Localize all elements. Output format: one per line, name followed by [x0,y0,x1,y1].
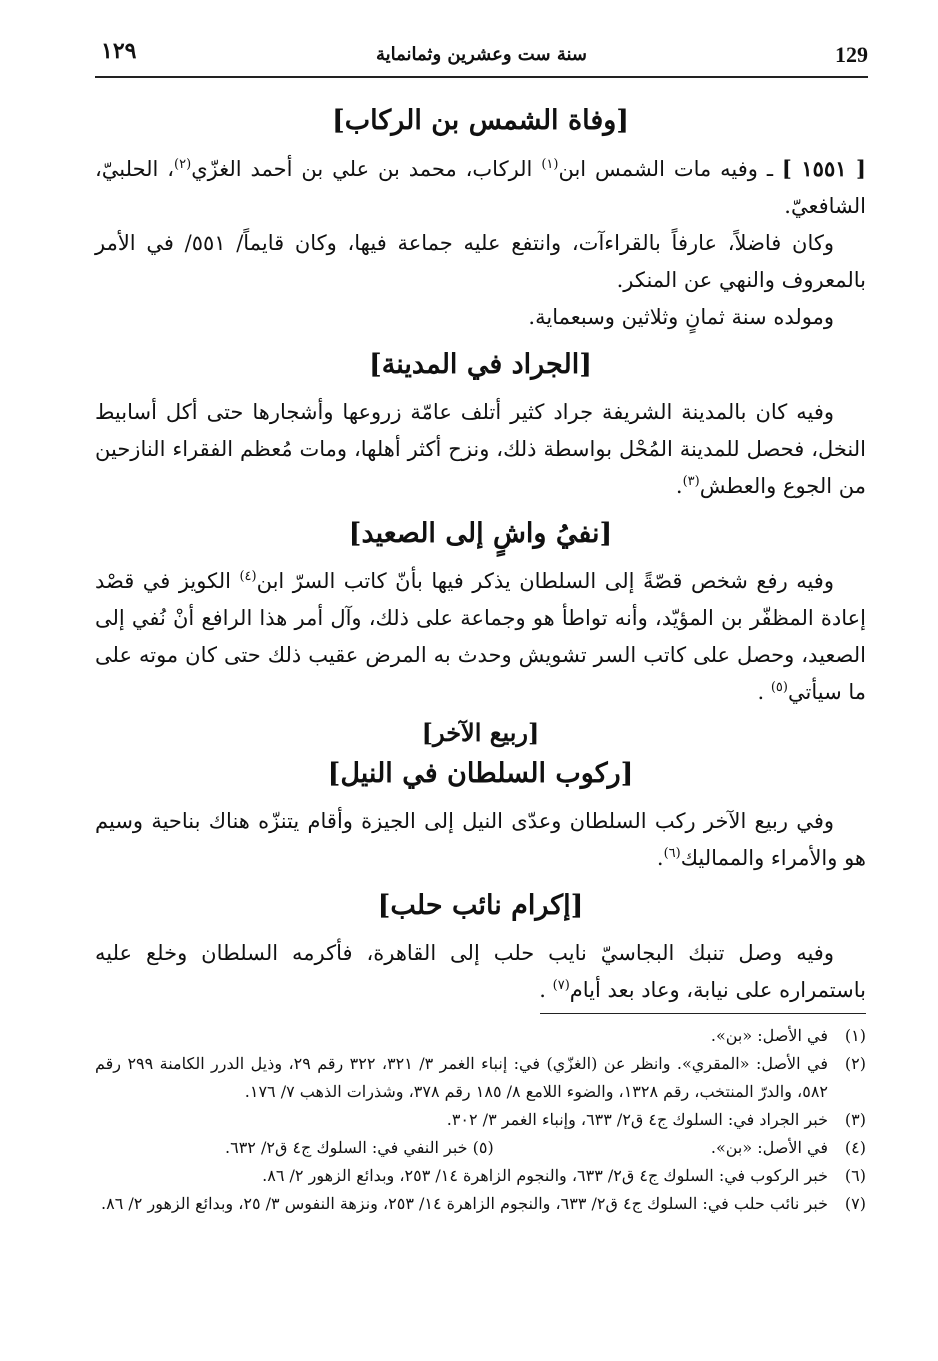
paragraph-locusts [95,394,866,505]
page-number-arabic: ١٢٩ [101,38,137,64]
paragraph-virtues: وكان فاضلاً، عارفاً بالقراءآت، وانتفع عليه جماعة فيها، وكان قايماً/ ٥٥١/ في الأمر بالمعروف والنهي عن المنكر. [95,231,866,292]
text-run: . [539,978,553,1002]
footnote-7 [95,1190,866,1218]
footnote-4-text: في الأصل: «بن». [710,1138,828,1157]
footnote-number: (٧) [844,1194,866,1213]
text-run: وفيه وصل تنبك البجاسيّ نايب حلب إلى القاهرة، فأكرمه السلطان وخلع عليه باستمراره على نيابة، وعاد بعد أيام [95,941,866,1002]
paragraph-exile [95,563,866,711]
footnote-ref-2: (٢) [174,157,192,172]
footnote-ref-7: (٧) [552,978,570,993]
footnote-ref-5: (٥) [770,680,788,695]
paragraph-sultan-nile [95,803,866,877]
text-run: وفيه رفع شخص قصّةً إلى السلطان يذكر فيها بأنّ كاتب السرّ ابن [256,569,834,593]
running-header [95,38,868,74]
footnote-2 [95,1050,866,1106]
text-run: وفي ربيع الآخر ركب السلطان وعدّى النيل إلى الجيزة وأقام يتنزّه هناك بناحية وسيم هو والأمراء والمماليك [95,809,866,870]
footnote-divider [540,1013,866,1014]
month-heading: [ربيع الآخر] [421,718,540,747]
main-text [95,92,866,1009]
section-title-death-shams: [وفاة الشمس بن الركاب] [331,105,630,136]
section-title-locusts: [الجراد في المدينة] [369,349,592,380]
footnote-3 [95,1106,866,1134]
footnote-text: خبر الجراد في: السلوك ج٤ ق٢/ ٦٣٣، وإنباء الغمر ٣/ ٣٠٢. [446,1110,828,1129]
text-run: . [656,846,664,870]
paragraph-birth: ومولده سنة ثمانٍ وثلاثين وسبعماية. [528,305,834,329]
footnote-ref-3: (٣) [682,474,700,489]
paragraph-entry-1551 [95,150,866,225]
footnote-ref-1: (١) [541,157,559,172]
footnote-6 [95,1162,866,1190]
footnote-number: (٤) [844,1138,866,1157]
footnote-text: خبر نائب حلب في: السلوك ج٤ ق٢/ ٦٣٣، والنجوم الزاهرة ١٤/ ٢٥٣، ونزهة النفوس ٣/ ٢٥، وبدائع الزهور ٢/ ٨٦. [101,1194,828,1213]
footnote-number: (٣) [844,1110,866,1129]
footnote-ref-6: (٦) [663,846,681,861]
footnote-5 [95,1134,494,1162]
text-run: الكويز في قصْد إعادة المظفّر بن المؤيّد، وأنه تواطأ هو وجماعة على ذلك، وآل أمر هذا الرافع أنْ نُفي إلى الصعيد، وحصل على كاتب السر تشويش وحدث به المرض عقيب ذلك حتى كان موته على ما سيأتي [95,569,866,704]
text-run: ، الحلبيّ، الشافعيّ. [95,157,866,218]
footnote-number: (٢) [844,1054,866,1073]
section-title-exile: [نفيُ واشٍ إلى الصعيد] [348,518,613,549]
section-title-sultan-nile: [ركوب السلطان في النيل] [327,758,634,789]
footnote-5-text: خبر النفي في: السلوك ج٤ ق٢/ ٦٣٢. [225,1138,468,1157]
page-number-latin: 129 [835,42,868,67]
footnotes [95,1022,866,1218]
footnote-text: في الأصل: «المقري». وانظر عن (الغزّي) في: إنباء الغمر ٣/ ٣٢١، ٣٢٢ رقم ٢٩، وذيل الدرر الكامنة ٢٩٩ رقم ٥٨٢، والدرّ المنتخب، رقم ١٣٢٨، والضوء اللامع ٨/ ١٨٥ رقم ٣٧٨، وشذرات الذهب ٧/ ١٧٦. [95,1054,829,1101]
footnote-number: (٥) [472,1138,494,1157]
text-run: ـ وفيه مات الشمس ابن [558,157,782,181]
footnote-row-4-5 [95,1134,866,1162]
text-run: . [757,680,771,704]
footnote-number: (٦) [844,1166,866,1185]
paragraph-aleppo-deputy [95,935,866,1009]
running-title: سنة ست وعشرين وثمانماية [375,44,587,65]
entry-number: [ ١٥٥١ ] [781,156,866,181]
footnote-text: خبر الركوب في: السلوك ج٤ ق٢/ ٦٣٣، والنجوم الزاهرة ١٤/ ٢٥٣، وبدائع الزهور ٢/ ٨٦. [262,1166,828,1185]
footnote-1 [95,1022,866,1050]
footnote-number: (١) [844,1026,866,1045]
section-title-aleppo-deputy: [إكرام نائب حلب] [377,890,584,921]
text-run: وفيه كان بالمدينة الشريفة جراد كثير أتلف عامّة زروعها وأشجارها حتى أكل أسابيط النخل، فحصل للمدينة المُحْل بواسطة ذلك، ونزح أكثر أهلها، ومات مُعظم الفقراء النازحين من الجوع والعطش [95,400,866,498]
header-divider [95,76,868,78]
text-run: الركاب، محمد بن علي بن أحمد الغزّي [191,157,542,181]
footnote-ref-4: (٤) [239,569,257,584]
footnote-text: في الأصل: «بن». [710,1026,828,1045]
text-run: . [675,474,683,498]
